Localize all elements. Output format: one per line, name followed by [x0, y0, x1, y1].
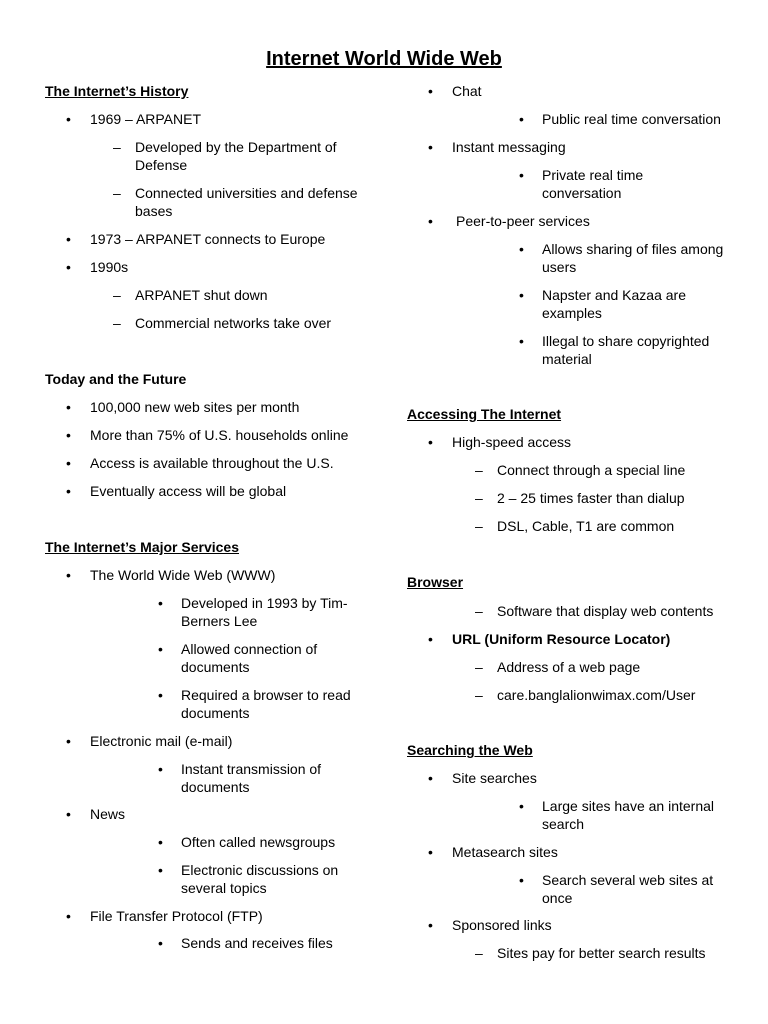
- list-item: Search several web sites at once: [542, 872, 714, 906]
- bullet-marker: •: [66, 806, 71, 822]
- bullet-marker: •: [519, 333, 524, 349]
- dash-marker: –: [475, 518, 483, 534]
- dash-marker: –: [113, 287, 121, 303]
- bullet-marker: •: [66, 259, 71, 275]
- list-item: Allowed connection of documents: [181, 641, 318, 675]
- list-item: 1990s: [90, 259, 129, 275]
- list-item: Large sites have an internal search: [542, 798, 714, 832]
- dash-marker: –: [475, 462, 483, 478]
- heading-major-services: The Internet’s Major Services: [45, 539, 239, 555]
- bullet-marker: •: [158, 935, 163, 951]
- list-item: Allows sharing of files among users: [542, 241, 724, 275]
- list-item: Eventually access will be global: [90, 483, 287, 499]
- dash-marker: –: [475, 687, 483, 703]
- list-item: care.banglalionwimax.com/User: [497, 687, 696, 703]
- bullet-marker: •: [428, 917, 433, 933]
- bullet-marker: •: [519, 872, 524, 888]
- bullet-marker: •: [519, 167, 524, 183]
- heading-browser: Browser: [407, 574, 464, 590]
- list-item: Often called newsgroups: [181, 834, 336, 850]
- list-item: Sends and receives files: [181, 935, 333, 951]
- list-item: Software that display web contents: [497, 603, 714, 619]
- list-item: The World Wide Web (WWW): [90, 567, 276, 583]
- dash-marker: –: [113, 185, 121, 201]
- dash-marker: –: [475, 603, 483, 619]
- list-item: Sites pay for better search results: [497, 945, 706, 961]
- list-item: Instant transmission of documents: [181, 761, 322, 795]
- list-item: Electronic discussions on several topics: [181, 862, 339, 896]
- bullet-marker: •: [66, 733, 71, 749]
- bullet-marker: •: [428, 434, 433, 450]
- list-item: Developed by the Department of Defense: [135, 139, 337, 173]
- dash-marker: –: [113, 139, 121, 155]
- page-title: Internet World Wide Web: [266, 48, 502, 70]
- bullet-marker: •: [66, 231, 71, 247]
- bullet-marker: •: [66, 567, 71, 583]
- list-item: Address of a web page: [497, 659, 641, 675]
- heading-searching-web: Searching the Web: [407, 742, 533, 758]
- list-item: Required a browser to read documents: [181, 687, 351, 721]
- list-item: Electronic mail (e-mail): [90, 733, 233, 749]
- list-item: Chat: [452, 83, 482, 99]
- bullet-marker: •: [66, 483, 71, 499]
- dash-marker: –: [475, 945, 483, 961]
- bullet-marker: •: [519, 798, 524, 814]
- list-item: Instant messaging: [452, 139, 566, 155]
- list-item: Site searches: [452, 770, 537, 786]
- list-item: News: [90, 806, 126, 822]
- list-item: Public real time conversation: [542, 111, 721, 127]
- bullet-marker: •: [158, 641, 163, 657]
- list-item: 100,000 new web sites per month: [90, 399, 300, 415]
- list-item: 1969 – ARPANET: [90, 111, 202, 127]
- bullet-marker: •: [428, 631, 433, 647]
- dash-marker: –: [475, 659, 483, 675]
- list-item: Access is available throughout the U.S.: [90, 455, 334, 471]
- list-item: Peer-to-peer services: [456, 213, 590, 229]
- bullet-marker: •: [158, 862, 163, 878]
- heading-internet-history: The Internet’s History: [45, 83, 189, 99]
- heading-accessing-internet: Accessing The Internet: [407, 406, 562, 422]
- list-item: Sponsored links: [452, 917, 552, 933]
- bullet-marker: •: [428, 844, 433, 860]
- bullet-marker: •: [519, 287, 524, 303]
- list-item: Private real time conversation: [542, 167, 644, 201]
- list-item: 1973 – ARPANET connects to Europe: [90, 231, 326, 247]
- list-item: More than 75% of U.S. households online: [90, 427, 349, 443]
- bullet-marker: •: [428, 770, 433, 786]
- bullet-marker: •: [428, 83, 433, 99]
- bullet-marker: •: [66, 908, 71, 924]
- bullet-marker: •: [158, 595, 163, 611]
- bullet-marker: •: [428, 139, 433, 155]
- list-item: Connect through a special line: [497, 462, 686, 478]
- bullet-marker: •: [428, 213, 433, 229]
- list-item: URL (Uniform Resource Locator): [452, 631, 671, 647]
- list-item: Connected universities and defense bases: [135, 185, 358, 219]
- bullet-marker: •: [158, 834, 163, 850]
- bullet-marker: •: [66, 399, 71, 415]
- heading-today-future: Today and the Future: [45, 371, 187, 387]
- list-item: Illegal to share copyrighted material: [542, 333, 710, 367]
- list-item: DSL, Cable, T1 are common: [497, 518, 675, 534]
- bullet-marker: •: [66, 427, 71, 443]
- list-item: 2 – 25 times faster than dialup: [497, 490, 685, 506]
- bullet-marker: •: [519, 111, 524, 127]
- list-item: Napster and Kazaa are examples: [542, 287, 686, 321]
- list-item: Metasearch sites: [452, 844, 558, 860]
- dash-marker: –: [475, 490, 483, 506]
- bullet-marker: •: [66, 111, 71, 127]
- list-item: File Transfer Protocol (FTP): [90, 908, 263, 924]
- list-item: ARPANET shut down: [135, 287, 268, 303]
- bullet-marker: •: [66, 455, 71, 471]
- dash-marker: –: [113, 315, 121, 331]
- bullet-marker: •: [158, 687, 163, 703]
- bullet-marker: •: [519, 241, 524, 257]
- bullet-marker: •: [158, 761, 163, 777]
- list-item: High-speed access: [452, 434, 572, 450]
- list-item: Commercial networks take over: [135, 315, 332, 331]
- list-item: Developed in 1993 by Tim-Berners Lee: [181, 595, 348, 629]
